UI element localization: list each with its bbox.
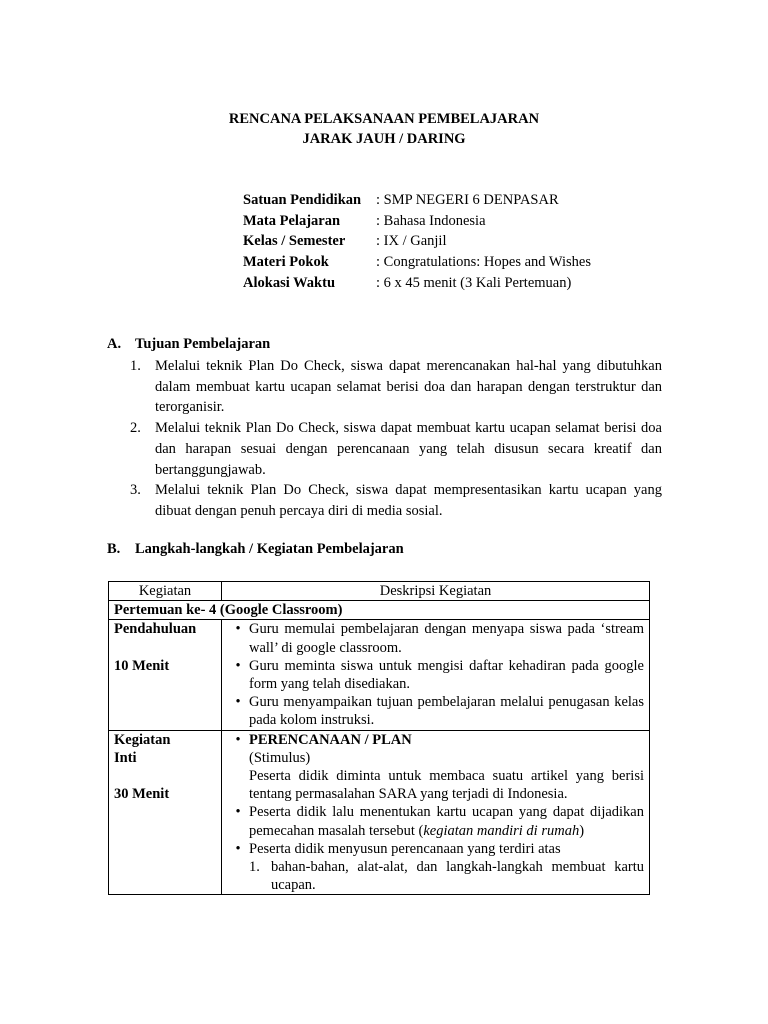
identity-row bbox=[243, 192, 591, 213]
identity-block bbox=[243, 192, 591, 295]
description-cell bbox=[222, 730, 650, 895]
list-item bbox=[227, 693, 644, 729]
section-title: Tujuan Pembelajaran bbox=[135, 336, 271, 352]
bullet: • bbox=[235, 840, 241, 857]
item-text: Melalui teknik Plan Do Check, siswa dapat membuat kartu ucapan selamat berisi doa dan harapan sesuai dengan perencanaan yang telah disusun secara kreatif dan bertanggungjawab. bbox=[155, 420, 662, 478]
meeting-cell: Pertemuan ke- 4 (Google Classroom) bbox=[109, 601, 650, 620]
table-header-row bbox=[109, 582, 650, 601]
bullet-list bbox=[227, 803, 644, 858]
bullet: • bbox=[235, 731, 241, 748]
item-number: 1. bbox=[130, 358, 141, 374]
sub-list-item bbox=[227, 858, 644, 894]
identity-value: : IX / Ganjil bbox=[376, 233, 447, 250]
item-text: Melalui teknik Plan Do Check, siswa dapat merencanakan hal-hal yang dibutuhkan dalam membuat kartu ucapan selamat berisi doa dan harapan dengan terstruktur dan terorganisir. bbox=[155, 358, 662, 416]
sub-item-text: bahan-bahan, alat-alat, dan langkah-langkah membuat kartu ucapan. bbox=[271, 859, 644, 894]
sub-item-number: 1. bbox=[249, 859, 260, 876]
column-header-deskripsi: Deskripsi Kegiatan bbox=[222, 582, 650, 601]
document-title-line2: JARAK JAUH / DARING bbox=[302, 131, 466, 147]
phase-cell bbox=[109, 730, 222, 895]
item-text-main: Peserta didik lalu menentukan kartu ucapan yang dapat dijadikan pemecahan masalah tersebut ( bbox=[249, 804, 644, 839]
identity-row bbox=[243, 275, 591, 296]
list-item bbox=[227, 731, 644, 749]
item-text: Guru memulai pembelajaran dengan menyapa siswa pada ‘stream wall’ di google classroom. bbox=[249, 621, 644, 656]
phase-label: Inti bbox=[114, 749, 137, 766]
objectives-list bbox=[130, 356, 662, 522]
bullet-list bbox=[227, 620, 644, 729]
list-item bbox=[227, 620, 644, 656]
bullet: • bbox=[235, 657, 241, 674]
list-item bbox=[130, 356, 662, 418]
section-title: Langkah-langkah / Kegiatan Pembelajaran bbox=[135, 541, 404, 557]
identity-key: Alokasi Waktu bbox=[243, 274, 336, 291]
list-item bbox=[130, 418, 662, 480]
description-cell bbox=[222, 620, 650, 730]
list-item bbox=[227, 657, 644, 693]
identity-key: Kelas / Semester bbox=[243, 233, 346, 250]
item-text: Peserta didik menyusun perencanaan yang terdiri atas bbox=[249, 840, 561, 857]
bullet-list bbox=[227, 731, 644, 749]
table-row bbox=[109, 620, 650, 730]
item-text bbox=[249, 803, 644, 839]
bullet: • bbox=[235, 694, 241, 711]
item-text-end: ) bbox=[579, 822, 585, 839]
phase-time: 30 Menit bbox=[114, 786, 170, 803]
document-title-line1: RENCANA PELAKSANAAN PEMBELAJARAN bbox=[228, 111, 540, 127]
phase-time: 10 Menit bbox=[114, 657, 170, 674]
table-row bbox=[109, 601, 650, 620]
plan-heading: PERENCANAAN / PLAN bbox=[249, 731, 412, 748]
stimulus-label: (Stimulus) bbox=[249, 749, 311, 766]
identity-value: : Congratulations: Hopes and Wishes bbox=[376, 254, 592, 271]
activities-table bbox=[108, 581, 650, 895]
table-row bbox=[109, 730, 650, 895]
phase-label: Kegiatan bbox=[114, 731, 171, 748]
identity-key: Satuan Pendidikan bbox=[243, 192, 362, 208]
section-letter: A. bbox=[107, 336, 122, 352]
phase-label: Pendahuluan bbox=[114, 621, 197, 638]
section-a-heading bbox=[107, 336, 270, 353]
item-text: Melalui teknik Plan Do Check, siswa dapat mempresentasikan kartu ucapan yang dibuat dengan penuh percaya diri di media sosial. bbox=[155, 482, 662, 519]
list-item bbox=[227, 803, 644, 839]
stimulus-text: Peserta didik diminta untuk membaca suatu artikel yang berisi tentang permasalahan SARA yang terjadi di Indonesia. bbox=[249, 768, 644, 803]
item-text: Guru meminta siswa untuk mengisi daftar kehadiran pada google form yang telah disediakan. bbox=[249, 657, 644, 693]
bullet: • bbox=[235, 804, 241, 821]
identity-value: : Bahasa Indonesia bbox=[376, 212, 486, 229]
item-number: 2. bbox=[130, 420, 141, 437]
bullet: • bbox=[235, 621, 241, 638]
column-header-kegiatan: Kegiatan bbox=[109, 582, 222, 601]
section-b-heading bbox=[107, 541, 404, 558]
list-item bbox=[130, 480, 662, 521]
identity-row bbox=[243, 233, 591, 254]
section-letter: B. bbox=[107, 541, 121, 557]
item-text-italic: kegiatan mandiri di rumah bbox=[423, 822, 580, 839]
identity-value: : SMP NEGERI 6 DENPASAR bbox=[376, 192, 559, 208]
identity-key: Materi Pokok bbox=[243, 254, 329, 271]
phase-cell bbox=[109, 620, 222, 730]
list-item bbox=[227, 840, 644, 858]
identity-row bbox=[243, 254, 591, 275]
identity-row bbox=[243, 213, 591, 234]
identity-value: : 6 x 45 menit (3 Kali Pertemuan) bbox=[376, 274, 572, 291]
identity-key: Mata Pelajaran bbox=[243, 212, 341, 229]
item-text: Guru menyampaikan tujuan pembelajaran melalui penugasan kelas pada kolom instruksi. bbox=[249, 694, 644, 729]
item-number: 3. bbox=[130, 482, 141, 499]
